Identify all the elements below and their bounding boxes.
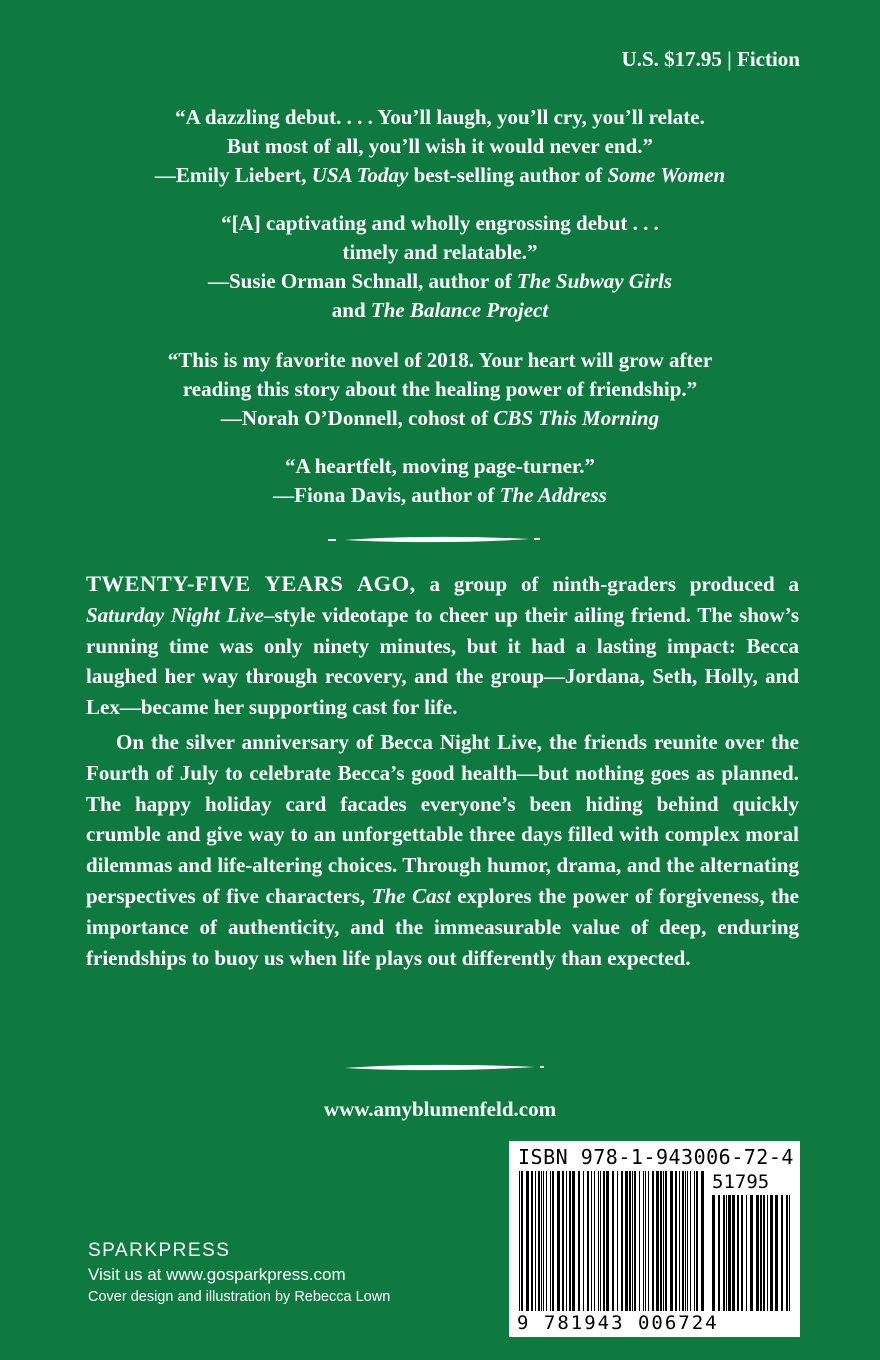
- barcode-bar: [656, 1171, 659, 1311]
- barcode-bar: [675, 1171, 677, 1311]
- price-code: 51795: [712, 1171, 770, 1193]
- barcode-bar: [732, 1195, 735, 1311]
- barcode-bar: [521, 1171, 523, 1311]
- barcode-bar: [552, 1171, 554, 1311]
- barcode-bar: [645, 1171, 646, 1311]
- barcode-bar: [594, 1171, 595, 1311]
- quote-attribution: —Fiona Davis, author of The Address: [273, 483, 607, 507]
- ean-digits: 9 781943 006724: [517, 1312, 719, 1334]
- barcode-bar: [632, 1171, 633, 1311]
- quote-line: “This is my favorite novel of 2018. Your heart will grow after: [167, 348, 713, 372]
- barcode-bar: [600, 1171, 601, 1311]
- publisher-logo: SPARKPRESS: [88, 1240, 231, 1261]
- isbn-label: ISBN 978-1-943006-72-4: [518, 1145, 794, 1169]
- barcode-bar: [648, 1171, 649, 1311]
- barcode-bar: [583, 1171, 584, 1311]
- quote-attribution: and The Balance Project: [331, 298, 549, 322]
- barcode-bar: [694, 1171, 695, 1311]
- description-paragraph-1: TWENTY-FIVE YEARS AGO, a group of ninth-graders produced a Saturday Night Live–style videotape to cheer up their ailing friend. The show’s running time was only ninety minutes, but it had a lasting impact: Becca laughed her way through recovery, and the group—Jordana, Seth, Holly, and Lex—became her supporting cast for life.: [86, 571, 799, 720]
- barcode-bar: [543, 1171, 544, 1311]
- barcode-bar: [526, 1171, 529, 1311]
- quote-line: reading this story about the healing power of friendship.”: [182, 377, 698, 401]
- barcode-bar: [770, 1195, 773, 1311]
- review-quote-1: [0, 103, 880, 190]
- publisher-info: [88, 1240, 390, 1305]
- barcode-bar: [789, 1195, 790, 1311]
- addon-bars: [712, 1195, 792, 1311]
- barcode-bar: [603, 1171, 605, 1311]
- cover-credit: Cover design and illustration by Rebecca Lown: [88, 1289, 391, 1305]
- barcode-bar: [557, 1171, 560, 1311]
- isbn-barcode: [509, 1141, 800, 1337]
- barcode-bar: [670, 1171, 673, 1311]
- barcode-bar: [578, 1171, 580, 1311]
- barcode-bar: [569, 1171, 571, 1311]
- barcode-bar: [718, 1195, 720, 1311]
- quote-line: “[A] captivating and wholly engrossing debut . . .: [221, 211, 659, 235]
- barcode-bar: [663, 1171, 664, 1311]
- barcode-bar: [728, 1195, 731, 1311]
- barcode-bar: [531, 1171, 533, 1311]
- barcode-bar: [625, 1171, 628, 1311]
- quote-line: timely and relatable.”: [342, 240, 538, 264]
- price-genre-line: U.S. $17.95 | Fiction: [621, 47, 800, 71]
- barcode-bar: [690, 1171, 691, 1311]
- book-description: [86, 569, 799, 973]
- barcode-bar: [750, 1195, 753, 1311]
- quote-attribution: —Norah O’Donnell, cohost of CBS This Morning: [220, 406, 660, 430]
- barcode-bar: [701, 1171, 704, 1311]
- ean-bars: [519, 1171, 705, 1311]
- barcode-bar: [639, 1171, 640, 1311]
- barcode-bar: [591, 1171, 592, 1311]
- author-website[interactable]: www.amyblumenfeld.com: [323, 1097, 557, 1121]
- barcode-bar: [621, 1171, 623, 1311]
- barcode-bar: [763, 1195, 765, 1311]
- publisher-website[interactable]: Visit us at www.gosparkpress.com: [88, 1265, 346, 1284]
- quote-line: “A heartfelt, moving page-turner.”: [284, 454, 596, 478]
- barcode-bar: [572, 1171, 575, 1311]
- barcode-bar: [767, 1195, 768, 1311]
- barcode-bar: [538, 1171, 540, 1311]
- barcode-bar: [634, 1171, 636, 1311]
- review-quote-3: [0, 346, 880, 433]
- barcode-bar: [781, 1195, 783, 1311]
- barcode-bar: [606, 1171, 609, 1311]
- quote-line: “A dazzling debut. . . . You’ll laugh, you’ll cry, you’ll relate.: [175, 105, 705, 129]
- brush-divider-top: [0, 534, 880, 546]
- brush-divider-bottom: [0, 1062, 880, 1074]
- review-quote-4: [0, 452, 880, 510]
- barcode-bar: [737, 1195, 739, 1311]
- barcode-bar: [741, 1195, 743, 1311]
- barcode-bar: [775, 1195, 778, 1311]
- barcode-bar: [756, 1195, 759, 1311]
- barcode-bar: [643, 1171, 644, 1311]
- barcode-bar: [665, 1171, 667, 1311]
- barcode-bar: [652, 1171, 654, 1311]
- barcode-bar: [550, 1171, 551, 1311]
- barcode-bar: [629, 1171, 631, 1311]
- barcode-bar: [687, 1171, 688, 1311]
- barcode-bar: [562, 1171, 564, 1311]
- barcode-bar: [546, 1171, 547, 1311]
- barcode-bar: [682, 1171, 684, 1311]
- review-quote-2: [0, 209, 880, 325]
- barcode-bar: [746, 1195, 747, 1311]
- barcode-bar: [535, 1171, 536, 1311]
- barcode-bar: [786, 1195, 788, 1311]
- quote-line: But most of all, you’ll wish it would never end.”: [226, 134, 654, 158]
- barcode-bar: [617, 1171, 618, 1311]
- barcode-bar: [598, 1171, 599, 1311]
- description-paragraph-2: On the silver anniversary of Becca Night Live, the friends reunite over the Fourth of July to celebrate Becca’s good health—but nothing goes as planned. The happy holiday card facades everyone’s been hiding behind quickly crumble and give way to an unforgettable three days filled with complex moral dilemmas and life-altering choices. Through humor, drama, and the alternating perspectives of five characters, The Cast explores the power of forgiveness, the importance of authenticity, and the immeasurable value of deep, enduring friendships to buoy us when life plays out differently than expected.: [86, 729, 800, 970]
- barcode-bar: [760, 1195, 762, 1311]
- barcode-bar: [679, 1171, 680, 1311]
- barcode-bar: [696, 1171, 698, 1311]
- barcode-bar: [612, 1171, 614, 1311]
- barcode-bar: [660, 1171, 662, 1311]
- barcode-bar: [712, 1195, 715, 1311]
- barcode-bar: [723, 1195, 725, 1311]
- barcode-bar: [726, 1195, 727, 1311]
- barcode-bar: [685, 1171, 686, 1311]
- quote-attribution: —Susie Orman Schnall, author of The Subway Girls: [207, 269, 673, 293]
- barcode-bar: [566, 1171, 567, 1311]
- barcode-bar: [541, 1171, 542, 1311]
- barcode-bar: [519, 1171, 520, 1311]
- barcode-bar: [587, 1171, 589, 1311]
- quote-attribution: —Emily Liebert, USA Today best-selling author of Some Women: [154, 163, 726, 187]
